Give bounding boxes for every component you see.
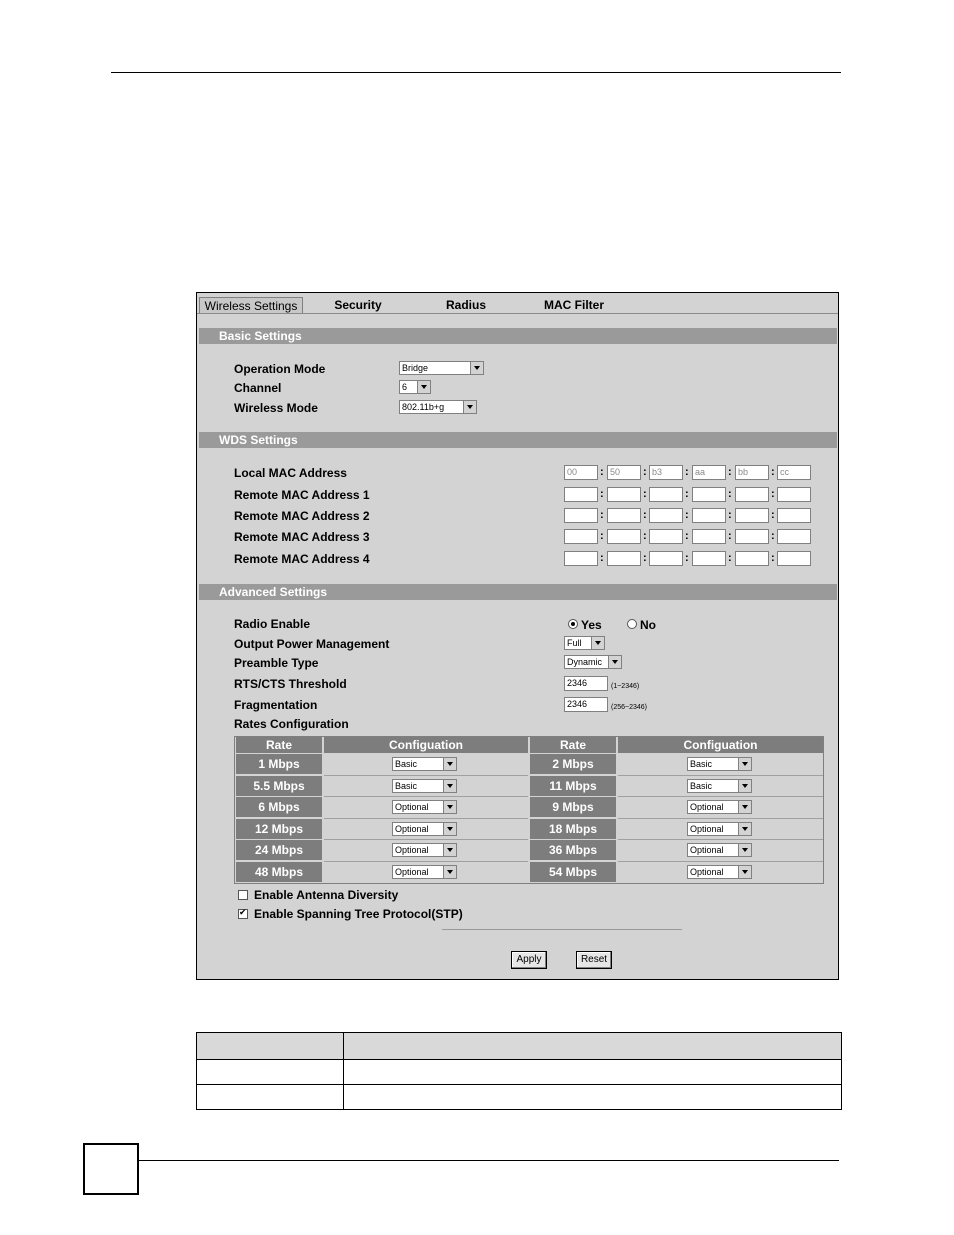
radio-yes-label: Yes [581, 618, 602, 632]
channel-value: 6 [402, 382, 408, 392]
table-header-cell [197, 1033, 344, 1060]
fragmentation-hint: (256~2346) [611, 704, 648, 711]
mac-separator: : [643, 509, 647, 521]
rates-header-rate-right: Rate [530, 737, 616, 753]
remote-mac-4-label: Remote MAC Address 4 [234, 552, 370, 566]
mac-separator: : [771, 552, 775, 564]
table-row [197, 1060, 842, 1085]
preamble-type-select[interactable] [564, 655, 622, 669]
rate-config-value: Optional [690, 802, 724, 812]
rates-header-config-right: Configuation [618, 737, 823, 753]
rate-left-3: 12 Mbps [236, 819, 322, 839]
rates-configuration-label: Rates Configuration [234, 717, 349, 731]
output-power-label: Output Power Management [234, 637, 390, 651]
rate-right-2: 9 Mbps [530, 797, 616, 817]
table-row [197, 1085, 842, 1110]
tab-underline [197, 313, 838, 314]
rate-config-value: Basic [395, 759, 418, 769]
rate-config-value: Optional [690, 824, 724, 834]
rate-left-5: 48 Mbps [236, 862, 322, 882]
remote-mac-4-octet-input[interactable] [649, 551, 683, 566]
mac-separator: : [685, 466, 689, 478]
tab-security[interactable]: Security [305, 297, 411, 313]
rate-left-4: 24 Mbps [236, 840, 322, 860]
rts-threshold-hint: (1~2346) [611, 683, 640, 690]
reset-button[interactable]: Reset [576, 951, 612, 969]
remote-mac-3-octet-input[interactable] [564, 529, 598, 544]
wireless-mode-label: Wireless Mode [234, 401, 318, 415]
mac-separator: : [771, 466, 775, 478]
rate-config-value: Optional [690, 845, 724, 855]
rate-config-right-3-select[interactable] [687, 822, 752, 836]
remote-mac-1-label: Remote MAC Address 1 [234, 488, 370, 502]
mac-separator: : [771, 488, 775, 500]
stp-label: Enable Spanning Tree Protocol(STP) [254, 907, 463, 921]
rate-config-value: Optional [395, 802, 429, 812]
remote-mac-3-label: Remote MAC Address 3 [234, 530, 370, 544]
rate-config-value: Optional [690, 867, 724, 877]
remote-mac-3-octet-input[interactable] [692, 529, 726, 544]
remote-mac-3-octet-input[interactable] [735, 529, 769, 544]
remote-mac-3-octet-input[interactable] [649, 529, 683, 544]
remote-mac-3-octet-input[interactable] [607, 529, 641, 544]
local-mac-octet-input: 50 [607, 465, 641, 480]
mac-separator: : [728, 509, 732, 521]
wireless-settings-panel [196, 292, 839, 980]
remote-mac-2-octet-input[interactable] [777, 508, 811, 523]
local-mac-label: Local MAC Address [234, 466, 347, 480]
chevron-down-icon [443, 780, 456, 792]
chevron-down-icon [738, 801, 751, 813]
fragmentation-input[interactable]: 2346 [564, 697, 608, 712]
rate-config-value: Basic [690, 759, 713, 769]
rate-config-left-2-select[interactable] [392, 800, 457, 814]
remote-mac-1-octet-input[interactable] [777, 487, 811, 502]
rate-row-divider [324, 861, 528, 862]
rate-row-divider [618, 861, 823, 862]
chevron-down-icon [738, 823, 751, 835]
radio-no[interactable] [627, 619, 637, 629]
operation-mode-select[interactable] [399, 361, 484, 375]
rate-row-divider [324, 796, 528, 797]
antenna-diversity-checkbox[interactable] [238, 890, 248, 900]
mac-separator: : [643, 552, 647, 564]
local-mac-octet-input: bb [735, 465, 769, 480]
remote-mac-1-octet-input[interactable] [692, 487, 726, 502]
rate-left-2: 6 Mbps [236, 797, 322, 817]
rate-right-4: 36 Mbps [530, 840, 616, 860]
tab-mac-filter[interactable]: MAC Filter [521, 297, 627, 313]
table-row [197, 1033, 842, 1060]
rate-config-value: Optional [395, 845, 429, 855]
rate-row-divider [618, 818, 823, 819]
local-mac-octet-input: 00 [564, 465, 598, 480]
remote-mac-4-octet-input[interactable] [735, 551, 769, 566]
wireless-mode-select[interactable] [399, 400, 477, 414]
remote-mac-4-octet-input[interactable] [607, 551, 641, 566]
rates-table [234, 736, 824, 884]
advanced-settings-header: Advanced Settings [199, 584, 837, 600]
preamble-type-label: Preamble Type [234, 656, 319, 670]
remote-mac-2-octet-input[interactable] [607, 508, 641, 523]
footer-rule [139, 1160, 839, 1161]
wds-settings-header: WDS Settings [199, 432, 837, 448]
chevron-down-icon [463, 401, 476, 413]
description-table [196, 1032, 842, 1110]
rate-row-divider [618, 796, 823, 797]
mac-separator: : [600, 530, 604, 542]
chevron-down-icon [443, 844, 456, 856]
fragmentation-label: Fragmentation [234, 698, 318, 712]
rate-config-right-5-select[interactable] [687, 865, 752, 879]
rate-config-right-4-select[interactable] [687, 843, 752, 857]
mac-separator: : [728, 530, 732, 542]
page-top-rule [111, 72, 841, 73]
table-header-cell [344, 1033, 842, 1060]
rate-row-divider [618, 775, 823, 776]
rts-threshold-input[interactable]: 2346 [564, 676, 608, 691]
mac-separator: : [685, 552, 689, 564]
rate-config-value: Basic [690, 781, 713, 791]
rate-config-value: Optional [395, 867, 429, 877]
antenna-diversity-label: Enable Antenna Diversity [254, 888, 399, 902]
remote-mac-4-octet-input[interactable] [777, 551, 811, 566]
remote-mac-4-octet-input[interactable] [564, 551, 598, 566]
mac-separator: : [600, 509, 604, 521]
mac-separator: : [600, 466, 604, 478]
chevron-down-icon [443, 823, 456, 835]
stp-checkbox[interactable] [238, 909, 248, 919]
channel-select[interactable] [399, 380, 431, 394]
chevron-down-icon [443, 866, 456, 878]
chevron-down-icon [738, 758, 751, 770]
mac-separator: : [643, 466, 647, 478]
remote-mac-3-octet-input[interactable] [777, 529, 811, 544]
mac-separator: : [771, 509, 775, 521]
mac-separator: : [728, 466, 732, 478]
table-cell [344, 1085, 842, 1110]
tab-wireless-settings[interactable]: Wireless Settings [199, 297, 303, 313]
mac-separator: : [685, 488, 689, 500]
apply-button[interactable]: Apply [511, 951, 547, 969]
rate-row-divider [324, 839, 528, 840]
remote-mac-2-octet-input[interactable] [735, 508, 769, 523]
table-cell [197, 1060, 344, 1085]
local-mac-octet-input: b3 [649, 465, 683, 480]
rate-config-right-1-select[interactable] [687, 779, 752, 793]
mac-separator: : [643, 530, 647, 542]
mac-separator: : [771, 530, 775, 542]
mac-separator: : [685, 530, 689, 542]
rate-config-value: Optional [395, 824, 429, 834]
radio-yes[interactable] [568, 619, 578, 629]
output-power-select[interactable] [564, 636, 605, 650]
remote-mac-2-octet-input[interactable] [564, 508, 598, 523]
remote-mac-1-octet-input[interactable] [649, 487, 683, 502]
rate-config-left-1-select[interactable] [392, 779, 457, 793]
remote-mac-1-octet-input[interactable] [735, 487, 769, 502]
rate-row-divider [618, 839, 823, 840]
rate-config-right-0-select[interactable] [687, 757, 752, 771]
chevron-down-icon [443, 758, 456, 770]
rates-header-rate-left: Rate [236, 737, 322, 753]
rate-left-0: 1 Mbps [236, 754, 322, 774]
mac-separator: : [685, 509, 689, 521]
remote-mac-1-octet-input[interactable] [607, 487, 641, 502]
local-mac-octet-input: aa [692, 465, 726, 480]
rate-config-left-5-select[interactable] [392, 865, 457, 879]
chevron-down-icon [417, 381, 430, 393]
radio-enable-label: Radio Enable [234, 617, 311, 631]
rate-right-0: 2 Mbps [530, 754, 616, 774]
rates-header-config-left: Configuation [324, 737, 528, 753]
radio-no-label: No [640, 618, 656, 632]
wireless-mode-value: 802.11b+g [402, 402, 445, 412]
table-cell [344, 1060, 842, 1085]
channel-label: Channel [234, 381, 282, 395]
rate-row-divider [324, 775, 528, 776]
remote-mac-2-octet-input[interactable] [692, 508, 726, 523]
mac-separator: : [728, 552, 732, 564]
rate-right-3: 18 Mbps [530, 819, 616, 839]
chevron-down-icon [470, 362, 483, 374]
basic-settings-header: Basic Settings [199, 328, 837, 344]
chevron-down-icon [738, 866, 751, 878]
tab-radius[interactable]: Radius [413, 297, 519, 313]
chevron-down-icon [443, 801, 456, 813]
operation-mode-label: Operation Mode [234, 362, 326, 376]
operation-mode-value: Bridge [402, 363, 429, 373]
preamble-type-value: Dynamic [567, 657, 603, 667]
page-number-box [83, 1143, 139, 1195]
rate-left-1: 5.5 Mbps [236, 776, 322, 796]
rate-config-value: Basic [395, 781, 418, 791]
rate-config-right-2-select[interactable] [687, 800, 752, 814]
remote-mac-4-octet-input[interactable] [692, 551, 726, 566]
rate-right-1: 11 Mbps [530, 776, 616, 796]
mac-separator: : [600, 488, 604, 500]
mac-separator: : [643, 488, 647, 500]
output-power-value: Full [567, 638, 582, 648]
local-mac-octet-input: cc [777, 465, 811, 480]
rate-config-left-0-select[interactable] [392, 757, 457, 771]
button-separator [442, 929, 682, 930]
remote-mac-2-octet-input[interactable] [649, 508, 683, 523]
rate-right-5: 54 Mbps [530, 862, 616, 882]
rate-config-left-4-select[interactable] [392, 843, 457, 857]
rts-threshold-label: RTS/CTS Threshold [234, 677, 347, 691]
remote-mac-1-octet-input[interactable] [564, 487, 598, 502]
mac-separator: : [728, 488, 732, 500]
mac-separator: : [600, 552, 604, 564]
chevron-down-icon [738, 780, 751, 792]
chevron-down-icon [608, 656, 621, 668]
chevron-down-icon [738, 844, 751, 856]
rate-config-left-3-select[interactable] [392, 822, 457, 836]
remote-mac-2-label: Remote MAC Address 2 [234, 509, 370, 523]
table-cell [197, 1085, 344, 1110]
rate-row-divider [324, 818, 528, 819]
chevron-down-icon [591, 637, 604, 649]
